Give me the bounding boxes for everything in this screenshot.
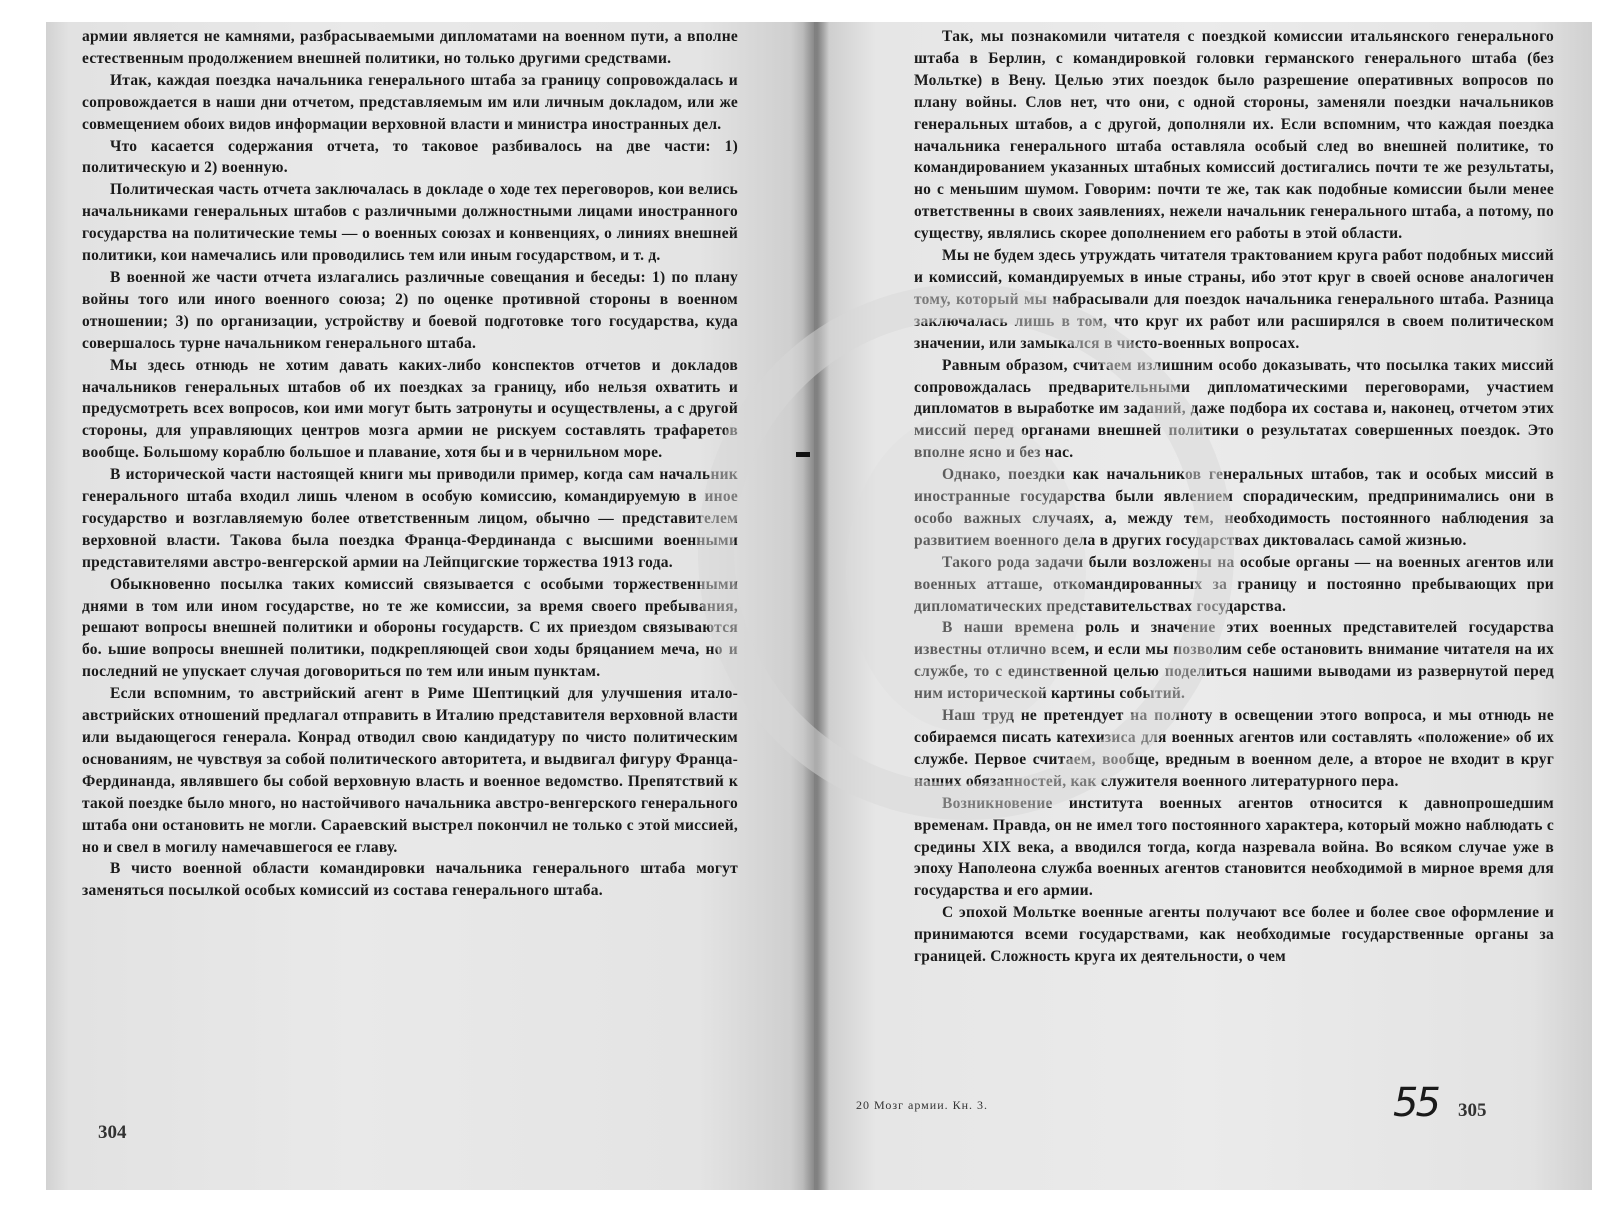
paragraph: Если вспомним, то австрийский агент в Риме Шептицкий для улучшения итало-австрийских отношений предлагал отправить в Италию представителя верховной власти или выдающегося генерала. Конрад отводил свою кандидатуру по чисто политическим основаниям, не чувствуя за собой политического авторитета, и выдвигал фигуру Франца-Фердинанда, являвшего бы собой верховную власть и военное ведомство. Препятствий к такой поездке было много, но настойчивого начальника австро-венгерского генерального штаба они остановить не могли. Сараевский выстрел покончил не только с этой миссией, но и свел в могилу намечавшегося ее главу. <box>82 685 738 856</box>
paragraph: В чисто военной области командировки начальника генерального штаба могут заменяться посылкой особых комиссий из состава генерального штаба. <box>82 860 738 900</box>
paragraph: В наши времена роль и значение этих военных представителей государства известны отлично всем, и если мы позволим себе остановить внимание читателя на их службе, то с единственной целью поделиться нашими выводами из развернутой перед ним исторической картины событий. <box>914 619 1554 703</box>
paragraph: Такого рода задачи были возложены на особые органы — на военных агентов или военных атташе, откомандированных за границу и постоянно пребывающих при дипломатических представительствах государства. <box>914 553 1554 615</box>
paragraph: Политическая часть отчета заключалась в докладе о ходе тех переговоров, кои велись начальниками генеральных штабов с различными должностными лицами иностранного государства на политические темы — о военных союзах и конвенциях, о линиях внешней политики, кои намечались или проводились тем или иным государством, и т. д. <box>82 181 738 265</box>
paragraph: Возникновение института военных агентов относится к давнопрошедшим временам. Правда, он не имел того постоянного характера, который можно наблюдать с средины XIX века, а вводился тогда, когда назревала война. Во всяком случае уже в эпоху Наполеона служба военных агентов становится необходимой в мирное время для государства и его армии. <box>914 794 1554 900</box>
paragraph: Мы не будем здесь утруждать читателя трактованием круга работ подобных миссий и комиссий, командируемых в иные страны, ибо этот круг в своей основе аналогичен тому, который мы набрасывали для поездок начальника генерального штаба. Разница заключалась лишь в том, что круг их работ или расширялся в своем политическом значении, или замыкался в чисто-военных вопросах. <box>914 247 1554 352</box>
left-page-text <box>82 26 738 902</box>
paragraph: Итак, каждая поездка начальника генерального штаба за границу сопровождалась и сопровождается в наши дни отчетом, представляемым им или личным докладом, или же совмещением обоих видов информации верховной власти и министра иностранных дел. <box>82 71 738 133</box>
left-page <box>46 22 814 1190</box>
paragraph: Мы здесь отнюдь не хотим давать каких-либо конспектов отчетов и докладов начальников генеральных штабов об их поездках за границу, ибо нельзя охватить и предусмотреть всех вопросов, кои ими могут быть затронуты и осуществлены, а с другой стороны, для управляющих центров мозга армии не рискуем составлять трафаретов вообще. Большому кораблю большое и плавание, хотя бы и в чернильном море. <box>82 356 738 462</box>
paragraph: В военной же части отчета излагались различные совещания и беседы: 1) по плану войны того или иного военного союза; 2) по оценке противной стороны в военном отношении; 3) по организации, устройству и боевой подготовке того государства, куда совершалось турне начальником генерального штаба. <box>82 268 738 352</box>
paragraph: Что касается содержания отчета, то таковое разбивалось на две части: 1) политическую и 2) военную. <box>82 137 738 177</box>
right-page-text <box>914 26 1554 968</box>
paragraph: В исторической части настоящей книги мы приводили пример, когда сам начальник генерального штаба входил лишь членом в особую комиссию, командируемую в иное государство и возглавляемую более ответственным лицом, обычно — представителем верховной власти. Такова была поездка Франца-Фердинанда с высшими военными представителями австро-венгерской армии на Лейпцигские торжества 1913 года. <box>82 466 738 571</box>
paragraph: Однако, поездки как начальников генеральных штабов, так и особых миссий в иностранные государства были явлением спорадическим, предпринимались они в особо важных случаях, а, между тем, необходимость постоянного наблюдения за развитием военного дела в других государствах диктовалась самой жизнью. <box>914 466 1554 549</box>
handwritten-number: 55 <box>1393 1080 1438 1126</box>
paragraph: армии является не камнями, разбрасываемыми дипломатами на военном пути, а вполне естественным продолжением внешней политики, но только другими средствами. <box>82 28 738 67</box>
paragraph: Так, мы познакомили читателя с поездкой комиссии итальянского генерального штаба в Берлин, с командировкой головки германского генерального штаба (без Мольтке) в Вену. Целью этих поездок было разрешение оперативных вопросов по плану войны. Слов нет, что они, с одной стороны, заменяли поездки начальников генеральных штабов, а с другой, дополняли их. Если вспомним, что каждая поездка начальника генерального штаба оставляла особый след во внешней политике, то командированием указанных штабных комиссий достигались почти те же результаты, но с меньшим шумом. Говорим: почти те же, так как подобные комиссии были менее ответственны в своих заявлениях, нежели начальник генерального штаба, а потому, по существу, являлись скорее дополнением его работы в этой области. <box>914 28 1554 243</box>
footnote: 20 Мозг армии. Кн. 3. <box>856 1098 989 1112</box>
paragraph: С эпохой Мольтке военные агенты получают все более и более свое оформление и принимаются всеми государствами, как необходимые государственные органы за границей. Сложность круга их деятельности, о чем <box>914 904 1554 966</box>
page-number-right: 305 <box>1458 1100 1487 1121</box>
paragraph: Равным образом, считаем излишним особо доказывать, что посылка таких миссий сопровождалась предварительными дипломатическими переговорами, участием дипломатов в выработке им заданий, даже подбора их состава и, наконец, отчетом этих миссий перед органами внешней политики о результатах совершенных поездок. Это вполне ясно и без нас. <box>914 356 1554 462</box>
right-page <box>814 22 1592 1190</box>
paragraph: Обыкновенно посылка таких комиссий связывается с особыми торжественными днями в том или ином государстве, но те же комиссии, за время своего пребывания, решают вопросы внешней политики и обороны государств. С их приездом связываются бо. ьшие вопросы внешней политики, подкрепляющей свои ходы бряцанием меча, но и последний не упускает случая договориться по тем или иным пунктам. <box>82 575 738 681</box>
book-gutter <box>803 22 829 1190</box>
gutter-mark <box>796 452 810 457</box>
book-spread-photo <box>46 22 1592 1190</box>
paragraph: Наш труд не претендует на полноту в освещении этого вопроса, и мы отнюдь не собираемся писать катехизиса для военных агентов или составлять «положение» об их службе. Первое считаем, вообще, вредным в военном деле, а второе не входит в круг наших обязанностей, как служителя военного литературного пера. <box>914 707 1554 790</box>
page-number-left: 304 <box>98 1122 127 1143</box>
